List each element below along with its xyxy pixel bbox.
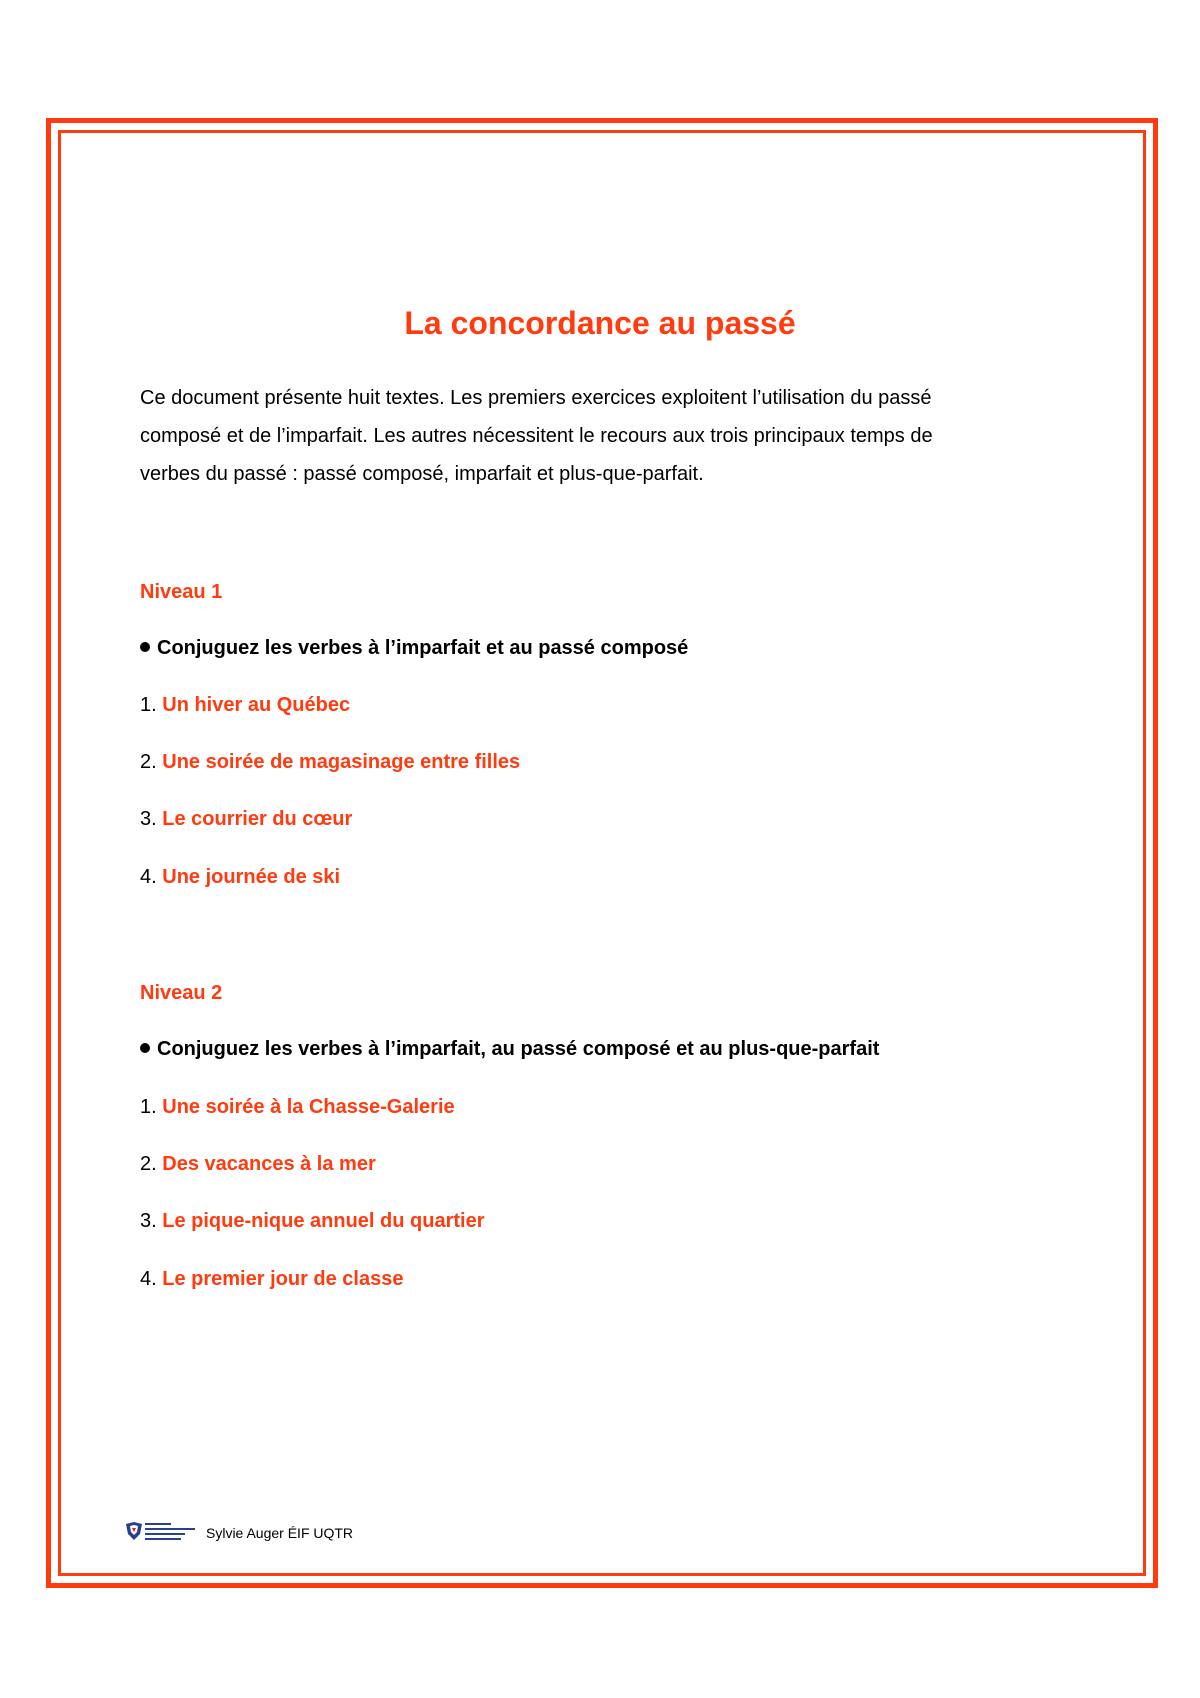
- instruction-text: Conjuguez les verbes à l’imparfait, au passé composé et au plus-que-parfait: [157, 1038, 880, 1060]
- item-number: 2.: [140, 1153, 157, 1175]
- exercise-link[interactable]: Un hiver au Québec: [162, 694, 351, 716]
- exercise-link[interactable]: Le courrier du cœur: [162, 808, 353, 830]
- item-number: 3.: [140, 1210, 157, 1232]
- exercise-item: [140, 1151, 376, 1177]
- exercise-item: [140, 749, 520, 775]
- item-number: 1.: [140, 1096, 157, 1118]
- exercise-item: [140, 1208, 485, 1234]
- bullet-icon: [140, 1043, 150, 1053]
- level-1-instruction: [140, 635, 688, 661]
- exercise-item: [140, 692, 350, 718]
- exercise-link[interactable]: Le premier jour de classe: [162, 1268, 404, 1290]
- footer-author: Sylvie Auger ÉIF UQTR: [206, 1525, 354, 1541]
- exercise-link[interactable]: Une soirée de magasinage entre filles: [162, 751, 521, 773]
- exercise-item: [140, 864, 340, 890]
- exercise-link[interactable]: Une soirée à la Chasse-Galerie: [162, 1096, 455, 1118]
- exercise-link[interactable]: Une journée de ski: [162, 866, 341, 888]
- item-number: 4.: [140, 1268, 157, 1290]
- intro-paragraph: [140, 379, 1040, 493]
- level-2-instruction: [140, 1036, 879, 1062]
- level-1-heading: Niveau 1: [140, 581, 223, 603]
- page-title: La concordance au passé: [404, 305, 796, 341]
- exercise-link[interactable]: Des vacances à la mer: [162, 1153, 376, 1175]
- exercise-item: [140, 806, 352, 832]
- item-number: 2.: [140, 751, 157, 773]
- school-logo-icon: [124, 1520, 200, 1546]
- intro-line: composé et de l’imparfait. Les autres nécessitent le recours aux trois principaux temps de: [140, 425, 933, 447]
- intro-line: Ce document présente huit textes. Les premiers exercices exploitent l’utilisation du passé: [140, 387, 932, 409]
- footer: [124, 1519, 353, 1547]
- exercise-item: [140, 1266, 403, 1292]
- intro-line: verbes du passé : passé composé, imparfait et plus-que-parfait.: [140, 463, 704, 485]
- item-number: 1.: [140, 694, 157, 716]
- level-2-heading: Niveau 2: [140, 982, 223, 1004]
- item-number: 4.: [140, 866, 157, 888]
- exercise-link[interactable]: Le pique-nique annuel du quartier: [162, 1210, 485, 1232]
- item-number: 3.: [140, 808, 157, 830]
- instruction-text: Conjuguez les verbes à l’imparfait et au passé composé: [157, 637, 689, 659]
- bullet-icon: [140, 642, 150, 652]
- page-border-inner: [58, 130, 1146, 1576]
- exercise-item: [140, 1094, 455, 1120]
